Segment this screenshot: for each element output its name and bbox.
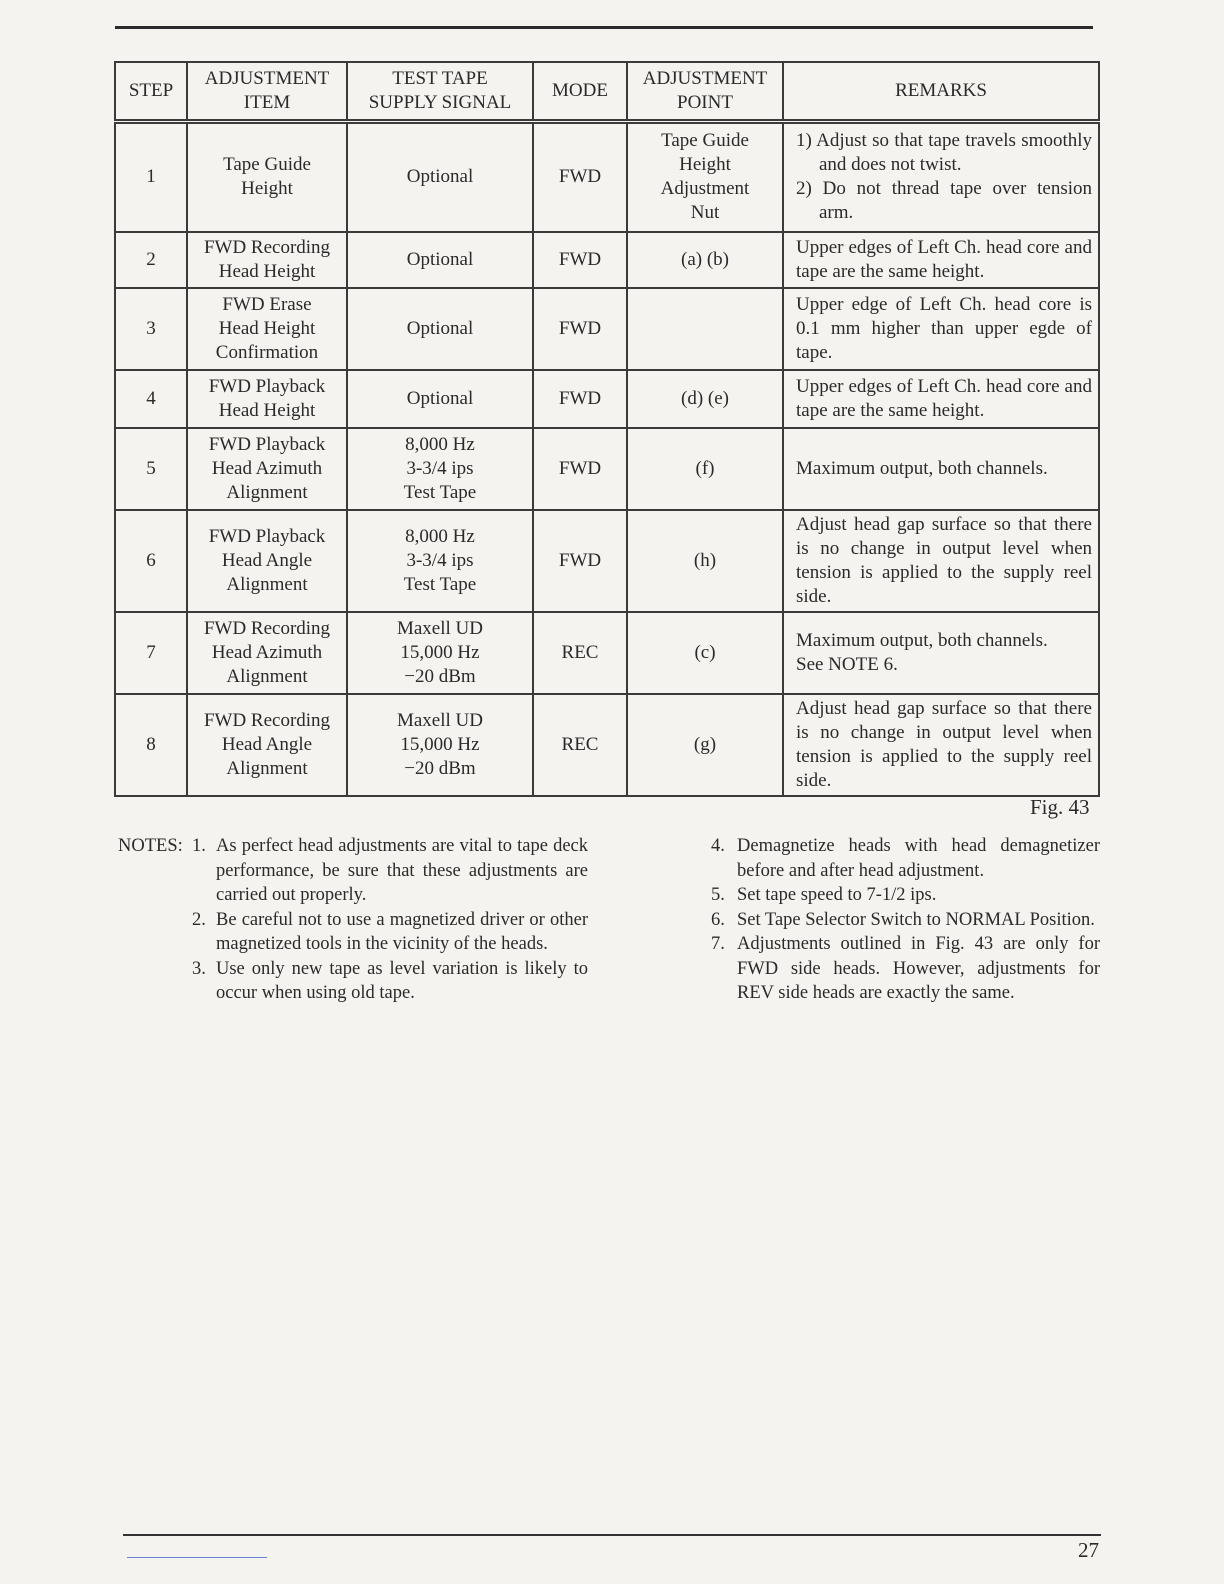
point-cell [627, 288, 783, 370]
table-row [115, 694, 1099, 796]
step-cell: 5 [115, 428, 187, 510]
page-number: 27 [1078, 1538, 1099, 1562]
note-number: 2. [192, 909, 206, 930]
header-mode: MODE [533, 62, 627, 122]
item-cell: FWD Recording Head Azimuth Alignment [187, 612, 347, 694]
header-adjustment-point: ADJUSTMENT POINT [627, 62, 783, 122]
note-item [118, 908, 588, 957]
note-number: 5. [711, 885, 725, 905]
mode-cell: FWD [533, 232, 627, 288]
note-number: 7. [711, 934, 725, 954]
notes-right-column [708, 834, 1100, 1006]
point-cell: (h) [627, 510, 783, 612]
note-item [118, 834, 588, 908]
header-test-tape-supply-signal: TEST TAPE SUPPLY SIGNAL [347, 62, 533, 122]
item-cell: FWD Playback Head Angle Alignment [187, 510, 347, 612]
table-row [115, 122, 1099, 232]
remarks-cell: Maximum output, both channels. [783, 428, 1099, 510]
note-text: Demagnetize heads with head demagnetizer before and after head adjustment. [737, 836, 1100, 881]
point-cell: (a) (b) [627, 232, 783, 288]
step-cell: 7 [115, 612, 187, 694]
notes-prefix: NOTES: [118, 836, 183, 856]
remarks-cell: Upper edge of Left Ch. head core is 0.1 mm higher than upper egde of tape. [783, 288, 1099, 370]
signal-cell: Maxell UD 15,000 Hz −20 dBm [347, 612, 533, 694]
signal-cell: Maxell UD 15,000 Hz −20 dBm [347, 694, 533, 796]
note-number: 1. [192, 836, 206, 856]
mode-cell: REC [533, 612, 627, 694]
step-cell: 2 [115, 232, 187, 288]
remarks-cell: Upper edges of Left Ch. head core and tape are the same height. [783, 370, 1099, 428]
signal-cell: Optional [347, 370, 533, 428]
item-cell: FWD Recording Head Height [187, 232, 347, 288]
table-row [115, 612, 1099, 694]
remark-item: 2) Do not thread tape over tension arm. [796, 178, 1092, 224]
point-cell: (f) [627, 428, 783, 510]
item-cell: FWD Erase Head Height Confirmation [187, 288, 347, 370]
remarks-cell [783, 122, 1099, 232]
table-row [115, 370, 1099, 428]
header-step: STEP [115, 62, 187, 122]
remarks-cell: Upper edges of Left Ch. head core and tape are the same height. [783, 232, 1099, 288]
signal-cell: Optional [347, 232, 533, 288]
table-row [115, 428, 1099, 510]
remarks-cell: Adjust head gap surface so that there is no change in output level when tension is applied to the supply reel side. [783, 510, 1099, 612]
note-item [708, 834, 1100, 883]
note-text: As perfect head adjustments are vital to tape deck performance, be sure that these adjustments are carried out properly. [216, 836, 588, 905]
table-row [115, 232, 1099, 288]
point-cell: (g) [627, 694, 783, 796]
step-cell: 1 [115, 122, 187, 232]
remarks-cell: Adjust head gap surface so that there is no change in output level when tension is applied to the supply reel side. [783, 694, 1099, 796]
figure-label: Fig. 43 [1030, 795, 1090, 819]
notes-left-column [118, 834, 588, 1006]
remark-item: 1) Adjust so that tape travels smoothly and does not twist. [796, 130, 1092, 176]
signal-cell: 8,000 Hz 3-3/4 ips Test Tape [347, 428, 533, 510]
mode-cell: REC [533, 694, 627, 796]
note-text: Be careful not to use a magnetized driver or other magnetized tools in the vicinity of the heads. [216, 909, 588, 954]
signal-cell: Optional [347, 288, 533, 370]
top-rule [115, 26, 1093, 29]
note-text: Set tape speed to 7-1/2 ips. [737, 885, 937, 905]
mode-cell: FWD [533, 288, 627, 370]
blue-underline-mark [127, 1557, 267, 1558]
mode-cell: FWD [533, 370, 627, 428]
remarks-cell: Maximum output, both channels. See NOTE 6. [783, 612, 1099, 694]
mode-cell: FWD [533, 122, 627, 232]
step-cell: 3 [115, 288, 187, 370]
note-text: Adjustments outlined in Fig. 43 are only for FWD side heads. However, adjustments for REV side heads are exactly the same. [737, 934, 1100, 1003]
signal-cell: 8,000 Hz 3-3/4 ips Test Tape [347, 510, 533, 612]
item-cell: Tape Guide Height [187, 122, 347, 232]
step-cell: 4 [115, 370, 187, 428]
table-header-row [115, 62, 1099, 122]
item-cell: FWD Playback Head Height [187, 370, 347, 428]
step-cell: 6 [115, 510, 187, 612]
mode-cell: FWD [533, 428, 627, 510]
note-number: 4. [711, 836, 725, 856]
header-remarks: REMARKS [783, 62, 1099, 122]
note-text: Set Tape Selector Switch to NORMAL Position. [737, 909, 1095, 930]
point-cell: Tape Guide Height Adjustment Nut [627, 122, 783, 232]
point-cell: (c) [627, 612, 783, 694]
note-item [708, 908, 1100, 933]
item-cell: FWD Recording Head Angle Alignment [187, 694, 347, 796]
note-number: 6. [711, 909, 725, 930]
bottom-rule [123, 1534, 1101, 1536]
item-cell: FWD Playback Head Azimuth Alignment [187, 428, 347, 510]
point-cell: (d) (e) [627, 370, 783, 428]
mode-cell: FWD [533, 510, 627, 612]
note-item [708, 883, 1100, 908]
adjustment-table [114, 61, 1100, 797]
step-cell: 8 [115, 694, 187, 796]
note-number: 3. [192, 958, 206, 979]
note-text: Use only new tape as level variation is likely to occur when using old tape. [216, 958, 588, 1003]
table-row [115, 288, 1099, 370]
note-item [118, 957, 588, 1006]
note-item [708, 932, 1100, 1006]
signal-cell: Optional [347, 122, 533, 232]
table-row [115, 510, 1099, 612]
header-adjustment-item: ADJUSTMENT ITEM [187, 62, 347, 122]
